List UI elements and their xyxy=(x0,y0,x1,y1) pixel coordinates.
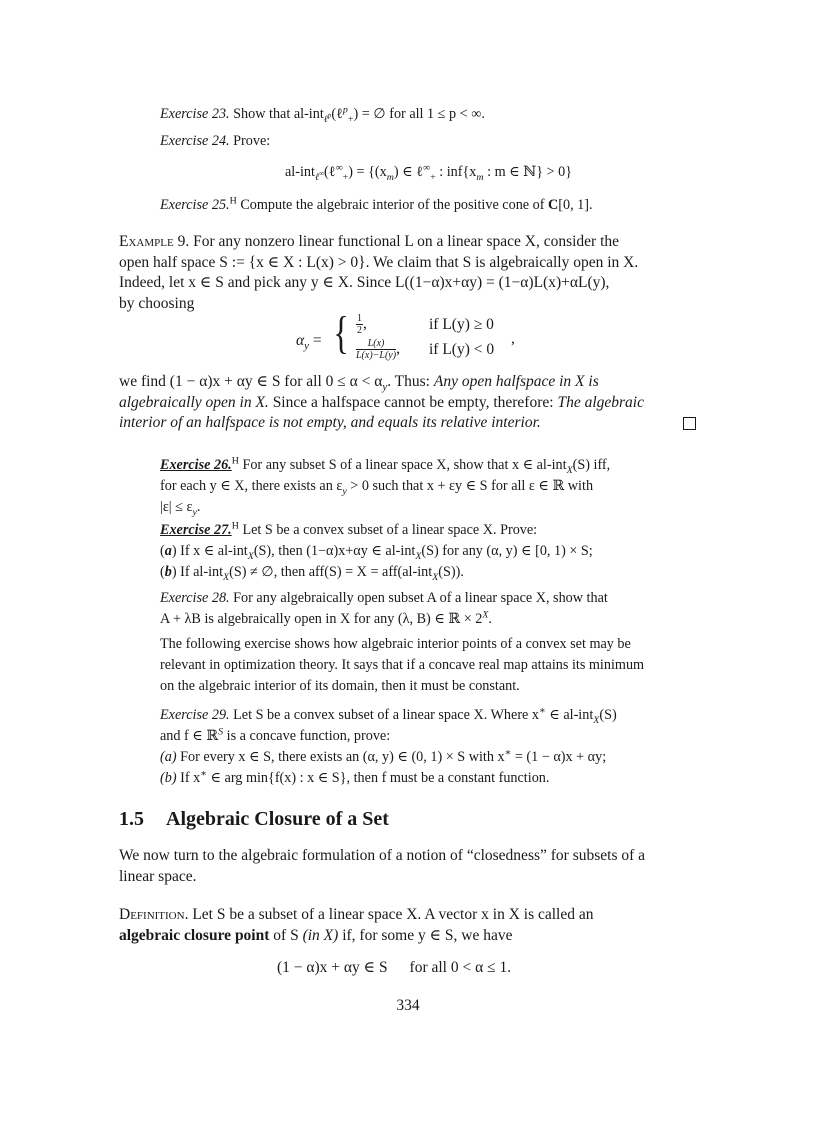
exercise-26-line3: |ε| ≤ ε xyxy=(160,499,193,515)
exercise-27: Exercise 27.$^H$ Let S be a convex subset of a linear space X. Prove: (a) If x ∈ al-int$_X$(S), then (1−α)x+αy ∈ al-int$_X$(S) for any (α, y) ∈ [0, 1) × S; (b) If al-int$_X$(S) ≠ ∅, then aff(S) = X = aff(al-int$_X$(S)). xyxy=(160,520,593,583)
exercise-26-line1: For any subset S of a linear space X, show that x ∈ al-int xyxy=(242,457,567,473)
cases-brace: { xyxy=(333,307,349,358)
example-9-para xyxy=(119,232,697,314)
exercise-29-line2: and f ∈ ℝ xyxy=(160,728,219,744)
ex24-display-d: ) ∈ ℓ xyxy=(393,164,423,180)
page-number: 334 xyxy=(396,997,420,1014)
exercise-29-b-text: If x xyxy=(180,770,201,786)
case2-den: L(x)−L(y) xyxy=(356,350,397,361)
example-9-line5-end: . Thus: xyxy=(387,373,430,390)
exercise-29-a-text-end: = (1 − α)x + αy; xyxy=(511,749,607,765)
exercise-23-label: Exercise 23. xyxy=(160,106,230,122)
definition-display-formula: (1 − α)x + αy ∈ S xyxy=(277,959,388,976)
exercise-24-text: Prove: xyxy=(233,133,271,149)
exercise-25-label: Exercise 25. xyxy=(160,197,230,213)
exercise-29: Exercise 29. Let S be a convex subset of a linear space X. Where x∗ ∈ al-int$_X$(S) and f ∈ ℝ$^S$ is a concave function, prove: (a) For every x ∈ S, there exists an (α, y) ∈ (0, 1) × S with x∗ = (1 − α)x + αy; (b) If x∗ ∈ arg min{f(x) : x ∈ S}, then f must be a constant function. xyxy=(160,705,617,786)
example-9-line2: open half space S := {x ∈ X : L(x) > 0}. We claim that S is algebraically open in X. xyxy=(119,253,639,271)
definition-label: Definition. xyxy=(119,906,189,923)
exercise-23-tail: (ℓ xyxy=(331,106,343,122)
exercise-27-hint: H xyxy=(231,520,239,532)
exercise-29-a-text: For every x ∈ S, there exists an (α, y) ∈ (0, 1) × S with x xyxy=(180,749,505,765)
exercise-29-line1-end2: (S) xyxy=(599,707,617,723)
example-9-line6-rest: Since a halfspace cannot be empty, therefore: xyxy=(272,393,554,411)
definition-display xyxy=(277,958,511,977)
case1-num: 1 xyxy=(357,313,362,324)
cases-comma: , xyxy=(511,330,515,347)
case1-den: 2 xyxy=(357,325,362,336)
exercise-27-b-text3: (S)). xyxy=(438,564,464,580)
exercise-26-hint: H xyxy=(231,455,239,467)
case1-cond: if L(y) ≥ 0 xyxy=(429,316,494,333)
example-9-line5: we find (1 − α)x + αy ∈ S for all 0 ≤ α < α xyxy=(119,373,383,390)
exercise-25-space: C xyxy=(548,197,559,213)
exercise-27-label: Exercise 27. xyxy=(160,522,232,538)
exercise-26-line2-mid: > 0 such that x + εy ∈ S for all ε ∈ ℝ with xyxy=(346,478,594,494)
example-9-line4: by choosing xyxy=(119,294,195,312)
exercise-29-b-label: (b) xyxy=(160,770,177,786)
definition xyxy=(119,905,697,946)
case1-fraction xyxy=(356,313,363,336)
exercise-28-label: Exercise 28. xyxy=(160,590,230,606)
exercise-25-text: Compute the algebraic interior of the positive cone of xyxy=(240,197,545,213)
optimization-paragraph xyxy=(160,634,697,697)
paragraph-line1: The following exercise shows how algebraic interior points of a convex set may be xyxy=(160,636,631,652)
exercise-25-end: [0, 1]. xyxy=(558,197,593,213)
example-9-line7-italic: interior of an halfspace is not empty, and equals its relative interior. xyxy=(119,414,541,431)
ex24-display-a: al-int xyxy=(284,164,315,180)
exercise-29-a-label: (a) xyxy=(160,749,177,765)
exercise-28-line1: For any algebraically open subset A of a linear space X, show that xyxy=(233,590,608,606)
case2-cond: if L(y) < 0 xyxy=(429,341,495,358)
exercise-27-a-text2: (S), then (1−α)x+αy ∈ al-int xyxy=(253,543,416,559)
exercise-24-display: al-int$_{\ell^\infty}$(ℓ∞$_+$) = {$(x_m)$ ∈ ℓ∞$_+$ : $inf\{x_m$ : m ∈ ℕ} > 0} xyxy=(284,162,573,183)
exercise-27-b-label: b xyxy=(164,564,172,580)
exercise-27-a-text: If x ∈ al-int xyxy=(180,543,248,559)
definition-term: algebraic closure point xyxy=(119,926,270,944)
qed-box-icon xyxy=(683,417,696,430)
exercise-28: Exercise 28. For any algebraically open subset A of a linear space X, show that A + λB is algebraically open in X for any (λ, B) ∈ ℝ × $2^X$. xyxy=(160,590,608,627)
example-9-line5-italic: Any open halfspace in X is xyxy=(433,373,599,390)
exercise-26-sub: X xyxy=(566,464,573,476)
exercise-29-b-text-end: ∈ arg min{f(x) : x ∈ S}, then f must be a constant function. xyxy=(206,770,550,786)
section-heading xyxy=(119,808,389,831)
exercise-25-hint: H xyxy=(229,195,237,207)
ex24-display-c: ) = {(x xyxy=(348,164,387,180)
exercise-26-line1-end: (S) iff, xyxy=(572,457,611,473)
exercise-29-line1-end: ∈ al-int xyxy=(545,707,594,723)
exercise-28-line2-end: . xyxy=(488,611,492,627)
definition-line2-italic: (in X) xyxy=(302,926,339,944)
exercise-23: Exercise 23. Show that al-int$_{\ell^p}$(ℓ$^p_+$) = ∅ for all 1 ≤ p < ∞. xyxy=(160,104,485,125)
alpha-symbol: α xyxy=(296,332,305,349)
example-9-label: Example 9. xyxy=(119,233,190,250)
definition-line1: Let S be a subset of a linear space X. A vector x in X is called an xyxy=(192,906,594,923)
exercise-27-a-text3: (S) for any (α, y) ∈ [0, 1) × S; xyxy=(421,543,593,559)
exercise-26-line3-end: . xyxy=(196,499,201,515)
exercise-28-line2: A + λB is algebraically open in X for any (λ, B) ∈ ℝ × 2 xyxy=(160,611,483,627)
ex24-display-e: : inf{x xyxy=(435,164,477,180)
exercise-23-text: Show that al-int xyxy=(233,106,324,122)
exercise-24 xyxy=(160,131,697,152)
example-9-conclusion: we find (1 − α)x + αy ∈ S for all $0 \le \alpha < \alpha_y$. Thus: Any open halfspace in X is algebraically open in X. Since a halfspace cannot be empty, therefore: The algebraic interior of an halfspace is not empty, and equals its relative interior. xyxy=(119,373,644,431)
alpha-lhs: $\alpha_y$ = xyxy=(296,332,322,353)
section-intro-line1: We now turn to the algebraic formulation of a notion of “closedness” for subsets of a xyxy=(119,847,646,864)
exercise-29-line1: Let S be a convex subset of a linear space X. Where x xyxy=(233,707,539,723)
exercise-24-label: Exercise 24. xyxy=(160,133,230,149)
exercise-26: Exercise 26.$^H$ For any subset S of a linear space X, show that x ∈ al-int$_X$(S) iff, for each y ∈ X, there exists an $\varepsilon_y > 0$ such that x + εy ∈ S for all ε ∈ ℝ with $|\varepsilon| \le \varepsilon_y$. xyxy=(160,455,611,518)
definition-line2-rest: of S xyxy=(273,926,299,944)
paragraph-line2: relevant in optimization theory. It says that if a concave real map attains its minimum xyxy=(160,657,645,673)
example-9-line6-italic: algebraically open in X. xyxy=(119,393,269,411)
section-number: 1.5 xyxy=(119,808,144,830)
definition-line2-end: if, for some y ∈ S, we have xyxy=(342,926,513,944)
example-9-line6-italic2: The algebraic xyxy=(557,393,644,411)
exercise-27-intro: Let S be a convex subset of a linear space X. Prove: xyxy=(242,522,538,538)
ex24-display-f: : m ∈ ℕ} > 0} xyxy=(483,164,573,180)
exercise-26-line2: for each y ∈ X, there exists an ε xyxy=(160,478,343,494)
exercise-25 xyxy=(160,195,697,216)
alpha-sub: y xyxy=(304,340,309,353)
example-9-line1: For any nonzero linear functional L on a linear space X, consider the xyxy=(193,233,620,250)
case2-value: $\frac{L(x)}{L(x)-L(y)}$ , xyxy=(356,338,400,361)
exercise-27-b-text: If al-int xyxy=(180,564,224,580)
exercise-29-line2-end: is a concave function, prove: xyxy=(223,728,391,744)
section-intro xyxy=(119,846,697,887)
ex24-display-b: (ℓ xyxy=(324,164,336,180)
exercise-26-label: Exercise 26. xyxy=(160,457,232,473)
paragraph-line3: on the algebraic interior of its domain, then it must be constant. xyxy=(160,678,520,694)
exercise-29-label: Exercise 29. xyxy=(160,707,230,723)
exercise-27-b-text2: (S) ≠ ∅, then aff(S) = X = aff(al-int xyxy=(229,564,433,580)
example-9-line3: Indeed, let x ∈ S and pick any y ∈ X. Since L((1−α)x+αy) = (1−α)L(x)+αL(y), xyxy=(119,274,610,291)
exercise-23-end: ) = ∅ for all 1 ≤ p < ∞. xyxy=(353,106,485,122)
section-intro-line2: linear space. xyxy=(119,867,197,885)
case2-fraction xyxy=(356,338,396,361)
exercise-27-a-label: a xyxy=(164,543,172,559)
case1-value: $\frac{1}{2}$ , xyxy=(357,313,367,336)
case2-num: L(x) xyxy=(356,338,396,350)
definition-display-cond: for all 0 < α ≤ 1. xyxy=(409,959,512,976)
section-title: Algebraic Closure of a Set xyxy=(166,808,389,830)
